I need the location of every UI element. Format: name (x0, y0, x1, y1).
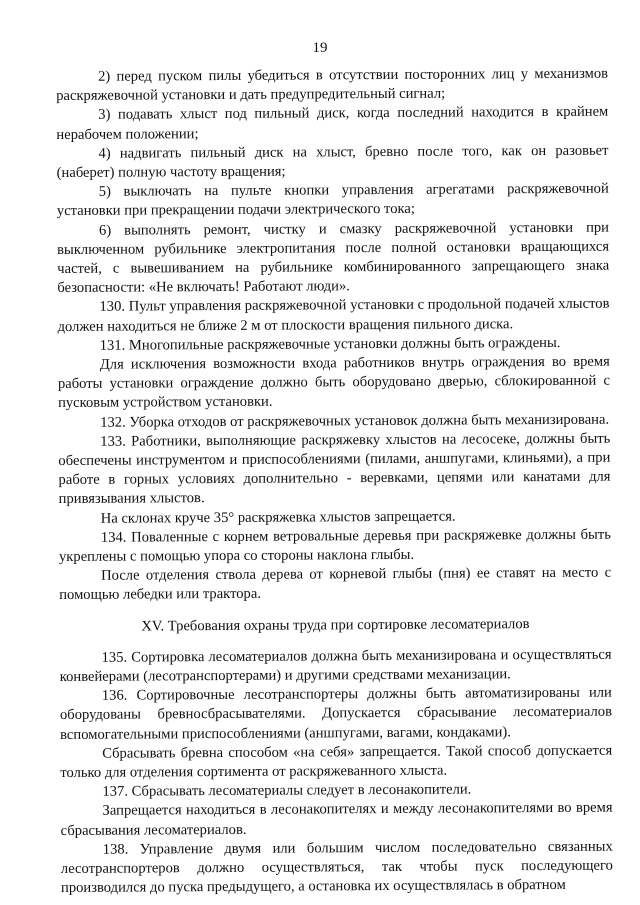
paragraph: 138. Управление двумя или большим числом последовательно связанных лесотранспортеров должно осуществляться, так чтобы пуск последующего производился до пуска предыдущего, а остановка их осуществлялась в обратном (60, 838, 613, 897)
paragraph: 2) перед пуском пилы убедиться в отсутствии посторонних лиц у механизмов раскряжевочной установки и дать предупредительный сигнал; (56, 65, 609, 105)
paragraph: 3) подавать хлыст под пильный диск, когда последний находится в крайнем нерабочем положении; (56, 104, 609, 143)
paragraph: На склонах круче 35° раскряжевка хлыстов запрещается. (100, 508, 456, 527)
paragraph: Сбрасывать бревна способом «на себя» запрещается. Такой способ допускается только для отделения сортимента от раскряжеванного хлыста. (60, 742, 613, 781)
paragraph: 6) выполнять ремонт, чистку и смазку раскряжевочной установки при выключенном рубильнике электропитания после полной остановки вращающихся частей, с вывешиванием на рубильнике комбинированного запрещающего знака безопасности: «Не включать! Работают люди». (57, 219, 610, 297)
document-body (56, 65, 613, 899)
paragraph: Запрещается находиться в лесонакопителях и между лесонакопителями во время сбрасывания лесоматериалов. (60, 799, 613, 839)
paragraph: 5) выключать на пульте кнопки управления агрегатами раскряжевочной установки при прекращении подачи электрического тока; (56, 180, 609, 220)
paragraph: 136. Сортировочные лесотранспортеры должны быть автоматизированы или оборудованы бревносбрасывателями. Допускается сбрасывание лесоматериалов вспомогательными приспособлениями (аншпугами, вагами, кондаками). (59, 684, 612, 743)
paragraph: После отделения ствола дерева от корневой глыбы (пня) ее ставят на место с помощью лебедки или трактора. (59, 564, 612, 604)
page-number: 19 (312, 40, 328, 56)
paragraph: 137. Сбрасывать лесоматериалы следует в лесонакопители. (102, 781, 472, 800)
paragraph: 130. Пульт управления раскряжевочной установки с продольной подачей хлыстов должен находиться не ближе 2 м от плоскости вращения пильного диска. (57, 296, 610, 335)
paragraph: 4) надвигать пильный диск на хлыст, бревно после того, как он разовьет (наберет) полную частоту вращения; (56, 142, 609, 182)
paragraph: 132. Уборка отходов от раскряжевочных установок должна быть механизирована. (100, 411, 610, 431)
paragraph: 133. Работники, выполняющие раскряжевку хлыстов на лесосеке, должны быть обеспечены инструментом и приспособлениями (пилами, аншпугами, клиньями), а при работе в горных условиях дополнительно - веревками, цепями или канатами для привязывания хлыстов. (58, 430, 611, 508)
section-heading: XV. Требования охраны труда при сортировке лесоматериалов (141, 615, 530, 635)
paragraph: 135. Сортировка лесоматериалов должна быть механизирована и осуществляться конвейерами (лесотранспортерами) и другими средствами механизации. (59, 646, 612, 685)
paragraph: 131. Многопильные раскряжевочные установки должны быть ограждены. (99, 334, 561, 354)
paragraph: 134. Поваленные с корнем ветровальные деревья при раскряжевке должны быть укреплены с помощью упора со стороны наклона глыбы. (58, 526, 611, 566)
paragraph: Для исключения возможности входа работников внутрь ограждения во время работы установки ограждение должно быть оборудовано дверью, сблокированной с пусковым устройством установки. (57, 353, 610, 412)
